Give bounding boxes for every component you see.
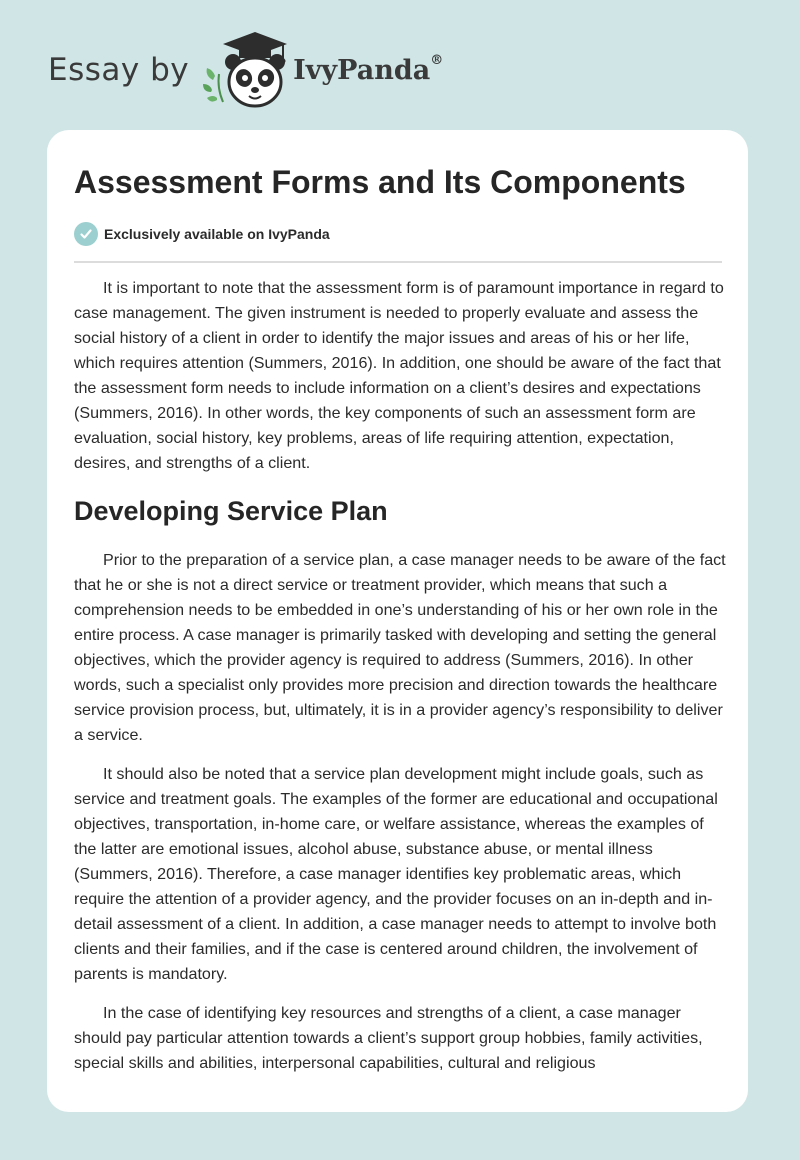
ivypanda-logo[interactable] — [203, 30, 443, 110]
exclusive-label: Exclusively available on IvyPanda — [104, 226, 330, 242]
brand-name: IvyPanda® — [293, 52, 444, 86]
paragraph: It is important to note that the assessment form is of paramount importance in regard to case management. The given instrument is needed to properly evaluate and assess the social history of a client in order to identify the major issues and areas of his or her life, which requires attention (Summers, 2016). In addition, one should be aware of the fact that the assessment form needs to include information on a client’s desires and expectations (Summers, 2016). In other words, the key components of such an assessment form are evaluation, social history, key problems, areas of life requiring attention, expectation, desires, and strengths of a client. — [74, 279, 724, 472]
essay-by-label: Essay by — [48, 52, 190, 88]
paragraph: It should also be noted that a service plan development might include goals, such as service and treatment goals. The examples of the former are educational and occupational objectives, transportation, in-home care, or welfare assistance, whereas the examples of the latter are emotional issues, alcohol abuse, substance abuse, or mental illness (Summers, 2016). Therefore, a case manager identifies key problematic areas, which require the attention of a provider agency, and the provider focuses on an in-depth and in-detail assessment of a client. In addition, a case manager needs to attempt to involve both clients and their families, and if the case is centered around children, the involvement of parents is mandatory. — [74, 765, 718, 983]
site-header — [48, 30, 443, 110]
panda-mascot-icon — [203, 30, 289, 110]
page-title: Assessment Forms and Its Components — [74, 164, 686, 200]
essay-card — [47, 130, 748, 1112]
section-heading: Developing Service Plan — [74, 496, 388, 526]
checkmark-icon — [74, 222, 98, 246]
divider — [74, 261, 722, 263]
paragraph: Prior to the preparation of a service plan, a case manager needs to be aware of the fact that he or she is not a direct service or treatment provider, which means that such a comprehension needs to be embedded in one’s understanding of his or her own role in the entire process. A case manager is primarily tasked with developing and setting the general objectives, which the provider agency is required to address (Summers, 2016). In other words, such a specialist only provides more precision and direction towards the healthcare service provision process, but, ultimately, it is in a provider agency’s responsibility to deliver a service. — [74, 551, 726, 744]
paragraph: In the case of identifying key resources and strengths of a client, a case manager should pay particular attention towards a client’s support group hobbies, family activities, special skills and abilities, interpersonal capabilities, cultural and religious — [74, 1004, 703, 1072]
essay-body — [74, 276, 726, 1090]
exclusive-badge — [74, 222, 330, 246]
